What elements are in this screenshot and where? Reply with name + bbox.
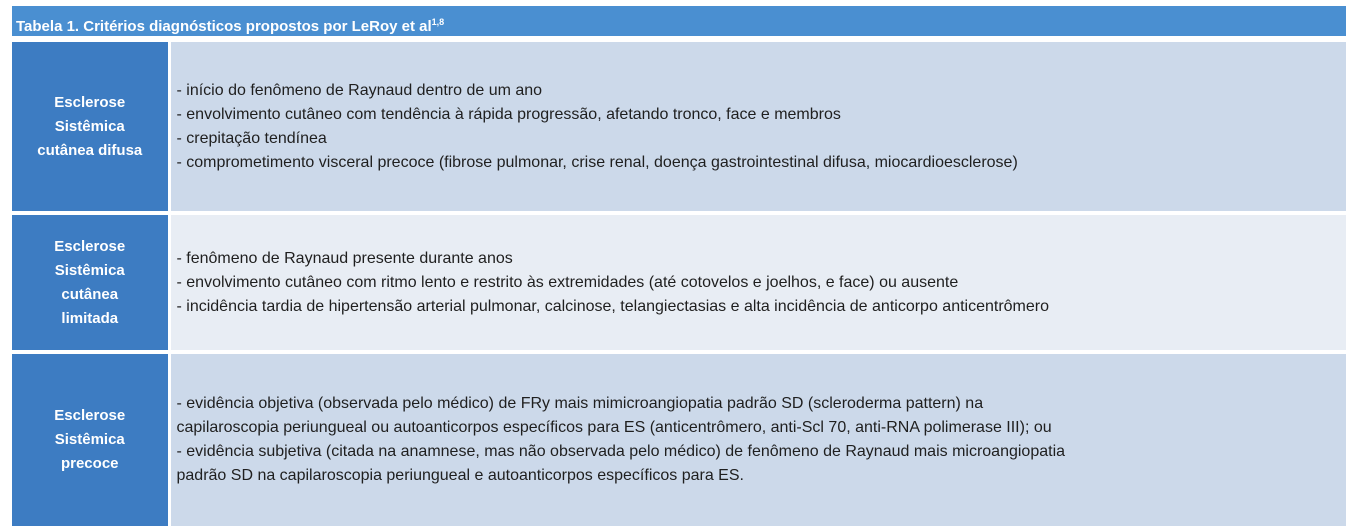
table-row (12, 352, 1346, 526)
criterion-item: - incidência tardia de hipertensão arterial pulmonar, calcinose, telangiectasias e alta incidência de anticorpo anticentrômero (176, 297, 1050, 315)
row-label-line: cutânea difusa (37, 141, 143, 159)
table-row (12, 213, 1346, 352)
row-criteria-limited (169, 213, 1346, 352)
row-label-diffuse (12, 40, 169, 213)
table-caption-superscript: 1,8 (431, 17, 445, 27)
row-label-early (12, 352, 169, 526)
criterion-item: padrão SD na capilaroscopia periungueal e autoanticorpos específicos para ES. (176, 467, 744, 484)
row-label-line: Esclerose (54, 407, 126, 424)
row-label-line: Sistêmica (54, 117, 125, 135)
row-label-line: Esclerose (54, 237, 126, 255)
criterion-item: - evidência objetiva (observada pelo médico) de FRy mais mimicroangiopatia padrão SD (scleroderma pattern) na (176, 395, 984, 412)
criterion-item: - início do fenômeno de Raynaud dentro de um ano (176, 81, 543, 99)
criterion-item: - evidência subjetiva (citada na anamnese, mas não observada pelo médico) de fenômeno de Raynaud mais microangiopatia (176, 443, 1066, 460)
row-label-line: Sistêmica (54, 261, 125, 279)
criterion-item: - envolvimento cutâneo com ritmo lento e restrito às extremidades (até cotovelos e joelhos, e face) ou ausente (176, 273, 959, 291)
row-label-line: Sistêmica (54, 431, 125, 448)
row-criteria-diffuse (169, 40, 1346, 213)
table-caption-text: Tabela 1. Critérios diagnósticos propostos por LeRoy et al (16, 18, 432, 35)
row-label-line: cutânea (61, 285, 119, 303)
criterion-item: - comprometimento visceral precoce (fibrose pulmonar, crise renal, doença gastrointestinal difusa, miocardioesclerose) (176, 153, 1018, 171)
criteria-table (12, 38, 1346, 526)
table-row (12, 40, 1346, 213)
row-label-line: limitada (61, 309, 119, 327)
criteria-table-container (12, 6, 1346, 526)
row-label-limited (12, 213, 169, 352)
row-label-line: Esclerose (54, 93, 126, 111)
criterion-item: - crepitação tendínea (176, 129, 327, 147)
row-label-line: precoce (60, 455, 119, 472)
criterion-item: capilaroscopia periungueal ou autoanticorpos específicos para ES (anticentrômero, anti-Scl 70, anti-RNA polimerase III); ou (176, 419, 1052, 436)
row-criteria-early (169, 352, 1346, 526)
criterion-item: - envolvimento cutâneo com tendência à rápida progressão, afetando tronco, face e membros (176, 105, 841, 123)
table-caption (12, 6, 1346, 38)
criterion-item: - fenômeno de Raynaud presente durante anos (176, 249, 513, 267)
